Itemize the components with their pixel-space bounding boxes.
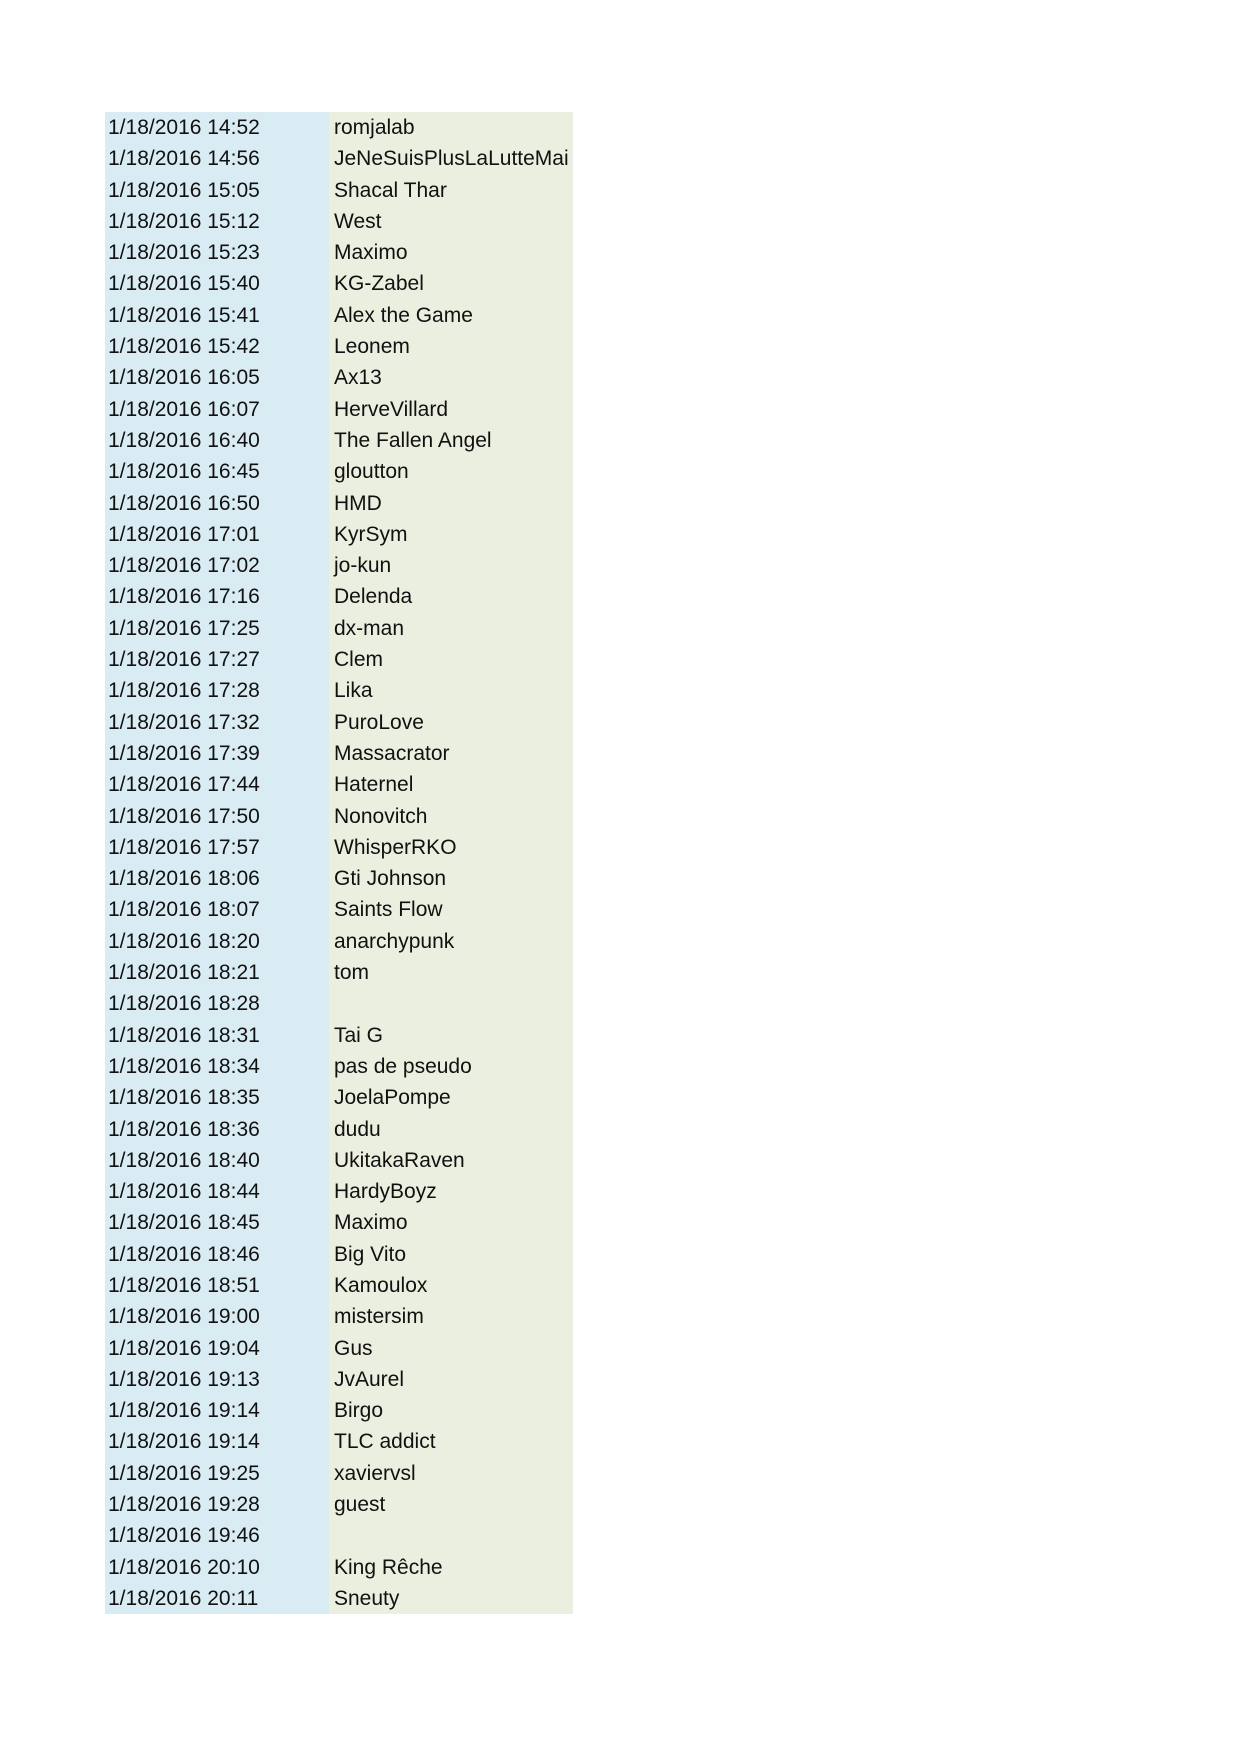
- timestamp-cell: 1/18/2016 19:04: [105, 1333, 329, 1364]
- timestamp-cell: 1/18/2016 17:39: [105, 738, 329, 769]
- username-cell: guest: [329, 1489, 573, 1520]
- timestamp-cell: 1/18/2016 16:07: [105, 394, 329, 425]
- timestamp-cell: 1/18/2016 16:45: [105, 456, 329, 487]
- username-cell: Alex the Game: [329, 300, 573, 331]
- table-row: [105, 331, 573, 362]
- timestamp-cell: 1/18/2016 15:42: [105, 331, 329, 362]
- timestamp-cell: 1/18/2016 17:27: [105, 644, 329, 675]
- username-cell: anarchypunk: [329, 926, 573, 957]
- table-row: [105, 550, 573, 581]
- table-row: [105, 456, 573, 487]
- username-cell: pas de pseudo: [329, 1051, 573, 1082]
- table-row: [105, 707, 573, 738]
- table-row: [105, 1051, 573, 1082]
- table-row: [105, 300, 573, 331]
- username-cell: HerveVillard: [329, 394, 573, 425]
- timestamp-cell: 1/18/2016 18:06: [105, 863, 329, 894]
- username-cell: Tai G: [329, 1020, 573, 1051]
- username-cell: Birgo: [329, 1395, 573, 1426]
- timestamp-cell: 1/18/2016 18:07: [105, 894, 329, 925]
- timestamp-cell: 1/18/2016 19:25: [105, 1458, 329, 1489]
- username-cell: Haternel: [329, 769, 573, 800]
- timestamp-cell: 1/18/2016 17:57: [105, 832, 329, 863]
- username-cell: West: [329, 206, 573, 237]
- username-cell: Maximo: [329, 237, 573, 268]
- timestamp-cell: 1/18/2016 15:40: [105, 268, 329, 299]
- table-row: [105, 1552, 573, 1583]
- table-row: [105, 362, 573, 393]
- username-cell: tom: [329, 957, 573, 988]
- username-cell: Delenda: [329, 581, 573, 612]
- table-row: [105, 237, 573, 268]
- table-row: [105, 988, 573, 1019]
- table-row: [105, 1458, 573, 1489]
- table-row: [105, 738, 573, 769]
- table-row: [105, 1239, 573, 1270]
- timestamp-cell: 1/18/2016 17:32: [105, 707, 329, 738]
- timestamp-cell: 1/18/2016 18:35: [105, 1082, 329, 1113]
- table-row: [105, 112, 573, 143]
- table-row: [105, 143, 573, 174]
- username-cell: JoelaPompe: [329, 1082, 573, 1113]
- table-row: [105, 863, 573, 894]
- timestamp-cell: 1/18/2016 19:14: [105, 1426, 329, 1457]
- username-cell: jo-kun: [329, 550, 573, 581]
- username-cell: TLC addict: [329, 1426, 573, 1457]
- table-row: [105, 1426, 573, 1457]
- table-row: [105, 1583, 573, 1614]
- timestamp-cell: 1/18/2016 19:28: [105, 1489, 329, 1520]
- username-cell: PuroLove: [329, 707, 573, 738]
- table-row: [105, 1114, 573, 1145]
- username-cell: gloutton: [329, 456, 573, 487]
- table-row: [105, 644, 573, 675]
- table-row: [105, 1395, 573, 1426]
- timestamp-cell: 1/18/2016 18:40: [105, 1145, 329, 1176]
- timestamp-cell: 1/18/2016 18:46: [105, 1239, 329, 1270]
- timestamp-cell: 1/18/2016 18:34: [105, 1051, 329, 1082]
- spreadsheet-table: [105, 112, 573, 1614]
- username-cell: Gus: [329, 1333, 573, 1364]
- timestamp-cell: 1/18/2016 18:44: [105, 1176, 329, 1207]
- table-row: [105, 894, 573, 925]
- timestamp-cell: 1/18/2016 19:14: [105, 1395, 329, 1426]
- timestamp-cell: 1/18/2016 17:50: [105, 801, 329, 832]
- username-cell: Lika: [329, 675, 573, 706]
- username-cell: Saints Flow: [329, 894, 573, 925]
- timestamp-cell: 1/18/2016 20:10: [105, 1552, 329, 1583]
- timestamp-cell: 1/18/2016 17:44: [105, 769, 329, 800]
- timestamp-cell: 1/18/2016 18:51: [105, 1270, 329, 1301]
- username-cell: dx-man: [329, 613, 573, 644]
- table-row: [105, 488, 573, 519]
- timestamp-cell: 1/18/2016 19:00: [105, 1301, 329, 1332]
- username-cell: HMD: [329, 488, 573, 519]
- timestamp-cell: 1/18/2016 19:46: [105, 1520, 329, 1551]
- username-cell: Kamoulox: [329, 1270, 573, 1301]
- table-row: [105, 175, 573, 206]
- username-cell: [329, 1520, 573, 1551]
- timestamp-cell: 1/18/2016 20:11: [105, 1583, 329, 1614]
- username-cell: mistersim: [329, 1301, 573, 1332]
- username-cell: Ax13: [329, 362, 573, 393]
- timestamp-cell: 1/18/2016 17:02: [105, 550, 329, 581]
- timestamp-cell: 1/18/2016 16:50: [105, 488, 329, 519]
- table-row: [105, 613, 573, 644]
- timestamp-cell: 1/18/2016 18:28: [105, 988, 329, 1019]
- table-row: [105, 206, 573, 237]
- timestamp-cell: 1/18/2016 18:21: [105, 957, 329, 988]
- username-cell: romjalab: [329, 112, 573, 143]
- table-row: [105, 268, 573, 299]
- timestamp-cell: 1/18/2016 14:56: [105, 143, 329, 174]
- table-row: [105, 801, 573, 832]
- timestamp-cell: 1/18/2016 16:05: [105, 362, 329, 393]
- username-cell: HardyBoyz: [329, 1176, 573, 1207]
- table-row: [105, 1020, 573, 1051]
- timestamp-cell: 1/18/2016 15:41: [105, 300, 329, 331]
- table-row: [105, 957, 573, 988]
- username-cell: Maximo: [329, 1207, 573, 1238]
- table-row: [105, 1207, 573, 1238]
- table-row: [105, 581, 573, 612]
- table-row: [105, 1333, 573, 1364]
- table-row: [105, 926, 573, 957]
- username-cell: Leonem: [329, 331, 573, 362]
- username-cell: Shacal Thar: [329, 175, 573, 206]
- table-row: [105, 1364, 573, 1395]
- table-row: [105, 769, 573, 800]
- timestamp-cell: 1/18/2016 17:01: [105, 519, 329, 550]
- table-row: [105, 1301, 573, 1332]
- username-cell: Nonovitch: [329, 801, 573, 832]
- timestamp-cell: 1/18/2016 15:12: [105, 206, 329, 237]
- timestamp-cell: 1/18/2016 15:23: [105, 237, 329, 268]
- table-row: [105, 425, 573, 456]
- table-row: [105, 675, 573, 706]
- username-cell: Gti Johnson: [329, 863, 573, 894]
- timestamp-cell: 1/18/2016 17:28: [105, 675, 329, 706]
- username-cell: UkitakaRaven: [329, 1145, 573, 1176]
- username-cell: JeNeSuisPlusLaLutteMai: [329, 143, 573, 174]
- username-cell: KG-Zabel: [329, 268, 573, 299]
- username-cell: The Fallen Angel: [329, 425, 573, 456]
- timestamp-cell: 1/18/2016 19:13: [105, 1364, 329, 1395]
- username-cell: KyrSym: [329, 519, 573, 550]
- timestamp-cell: 1/18/2016 17:16: [105, 581, 329, 612]
- username-cell: Clem: [329, 644, 573, 675]
- timestamp-cell: 1/18/2016 18:45: [105, 1207, 329, 1238]
- timestamp-cell: 1/18/2016 17:25: [105, 613, 329, 644]
- timestamp-cell: 1/18/2016 18:31: [105, 1020, 329, 1051]
- username-cell: xaviervsl: [329, 1458, 573, 1489]
- timestamp-cell: 1/18/2016 16:40: [105, 425, 329, 456]
- username-cell: Massacrator: [329, 738, 573, 769]
- table-row: [105, 394, 573, 425]
- username-cell: WhisperRKO: [329, 832, 573, 863]
- username-cell: dudu: [329, 1114, 573, 1145]
- timestamp-cell: 1/18/2016 18:36: [105, 1114, 329, 1145]
- table-row: [105, 519, 573, 550]
- table-row: [105, 1489, 573, 1520]
- table-row: [105, 1145, 573, 1176]
- username-cell: King Rêche: [329, 1552, 573, 1583]
- table-row: [105, 1082, 573, 1113]
- username-cell: [329, 988, 573, 1019]
- timestamp-cell: 1/18/2016 14:52: [105, 112, 329, 143]
- username-cell: Big Vito: [329, 1239, 573, 1270]
- username-cell: Sneuty: [329, 1583, 573, 1614]
- username-cell: JvAurel: [329, 1364, 573, 1395]
- table-row: [105, 1270, 573, 1301]
- timestamp-cell: 1/18/2016 18:20: [105, 926, 329, 957]
- table-row: [105, 1520, 573, 1551]
- table-row: [105, 1176, 573, 1207]
- timestamp-cell: 1/18/2016 15:05: [105, 175, 329, 206]
- table-row: [105, 832, 573, 863]
